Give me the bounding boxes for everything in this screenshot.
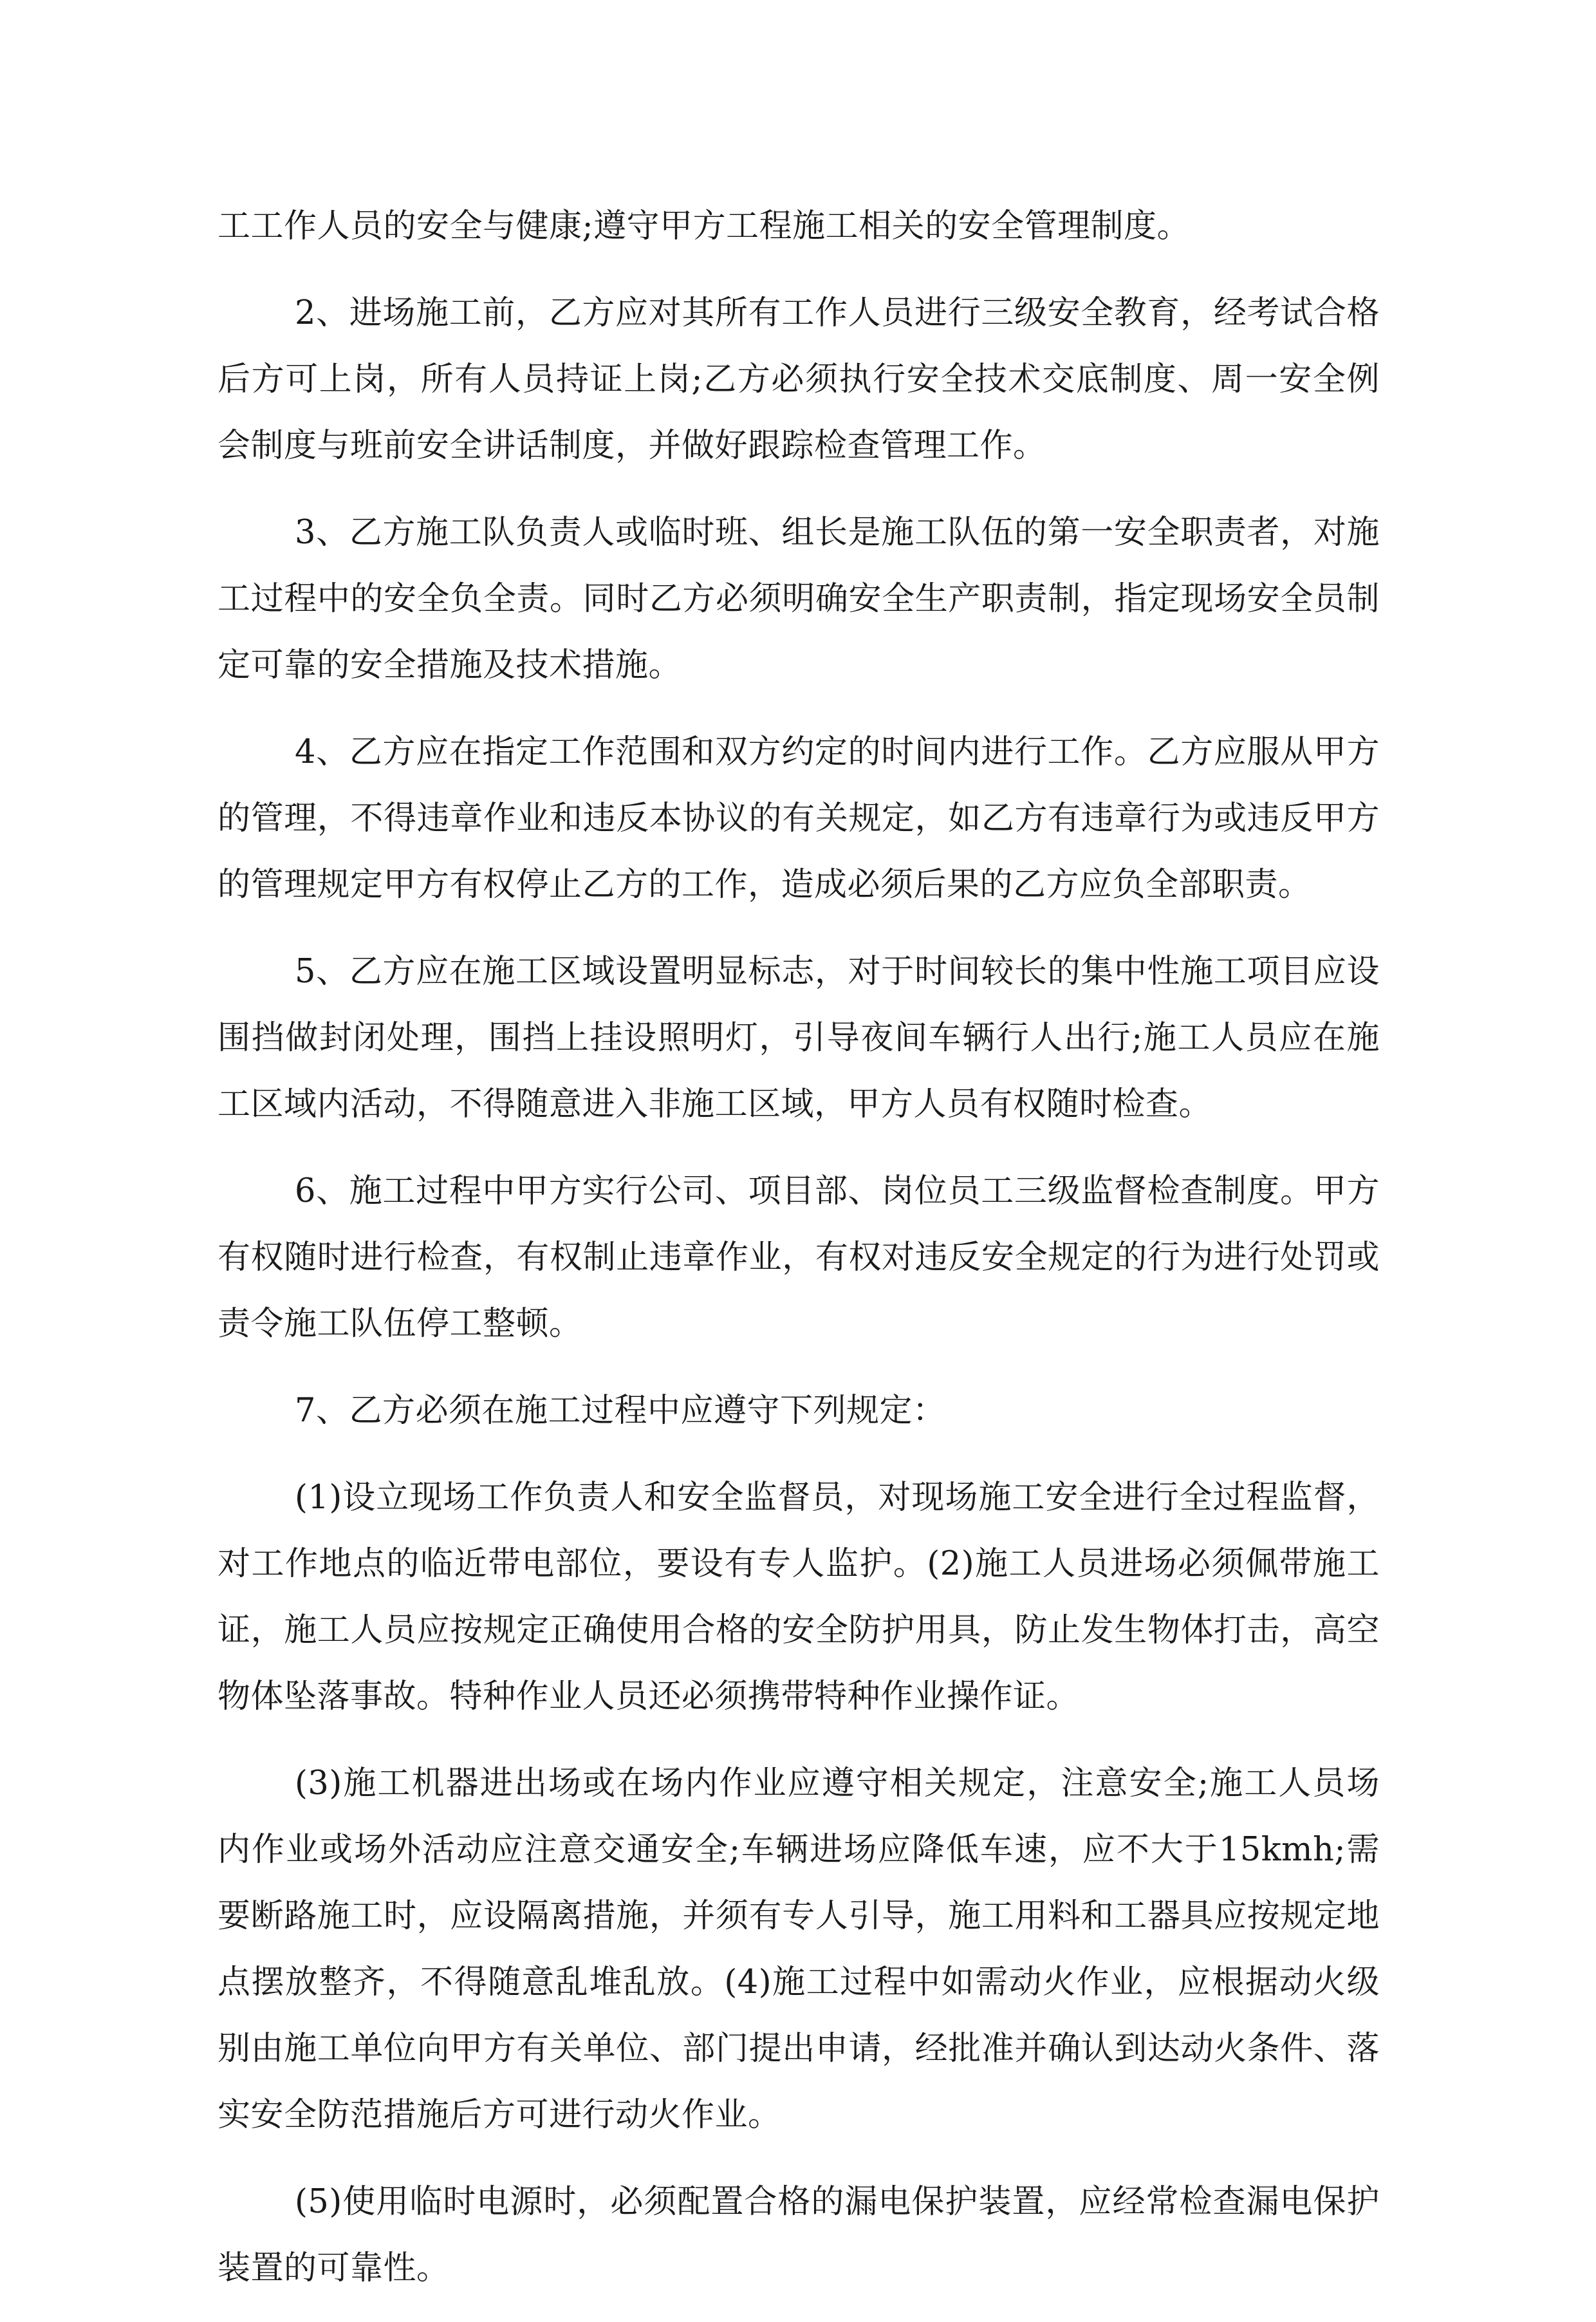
paragraph-subitem-5: (5)使用临时电源时，必须配置合格的漏电保护装置，应经常检查漏电保护装置的可靠性。 xyxy=(218,2183,1380,2287)
document-body xyxy=(218,193,1380,2322)
paragraph-subitem-3-4: (3)施工机器进出场或在场内作业应遵守相关规定，注意安全;施工人员场内作业或场外活动应注意交通安全;车辆进场应降低车速，应不大于15kmh;需要断路施工时，应设隔离措施，并须有专人引导，施工用料和工器具应按规定地点摆放整齐，不得随意乱堆乱放。(4)施工过程中如需动火作业，应根据动火级别由施工单位向甲方有关单位、部门提出申请，经批准并确认到达动火条件、落实安全防范措施后方可进行动火作业。 xyxy=(218,1765,1380,2134)
paragraph-item-7: 7、乙方必须在施工过程中应遵守下列规定： xyxy=(295,1392,946,1430)
paragraph-item-4: 4、乙方应在指定工作范围和双方约定的时间内进行工作。乙方应服从甲方的管理，不得违章作业和违反本协议的有关规定，如乙方有违章行为或违反甲方的管理规定甲方有权停止乙方的工作，造成必须后果的乙方应负全部职责。 xyxy=(218,733,1380,904)
paragraph-item-2: 2、进场施工前，乙方应对其所有工作人员进行三级安全教育，经考试合格后方可上岗，所有人员持证上岗;乙方必须执行安全技术交底制度、周一安全例会制度与班前安全讲话制度，并做好跟踪检查管理工作。 xyxy=(218,294,1380,465)
paragraph-continuation: 工工作人员的安全与健康;遵守甲方工程施工相关的安全管理制度。 xyxy=(218,207,1191,245)
paragraph-item-3: 3、乙方施工队负责人或临时班、组长是施工队伍的第一安全职责者，对施工过程中的安全负全责。同时乙方必须明确安全生产职责制，指定现场安全员制定可靠的安全措施及技术措施。 xyxy=(218,514,1380,684)
paragraph-item-5: 5、乙方应在施工区域设置明显标志，对于时间较长的集中性施工项目应设围挡做封闭处理，围挡上挂设照明灯，引导夜间车辆行人出行;施工人员应在施工区域内活动，不得随意进入非施工区域，甲方人员有权随时检查。 xyxy=(218,953,1380,1123)
paragraph-item-6: 6、施工过程中甲方实行公司、项目部、岗位员工三级监督检查制度。甲方有权随时进行检查，有权制止违章作业，有权对违反安全规定的行为进行处罚或责令施工队伍停工整顿。 xyxy=(218,1172,1380,1343)
paragraph-subitem-1-2: (1)设立现场工作负责人和安全监督员，对现场施工安全进行全过程监督，对工作地点的临近带电部位，要设有专人监护。(2)施工人员进场必须佩带施工证，施工人员应按规定正确使用合格的安全防护用具，防止发生物体打击，高空物体坠落事故。特种作业人员还必须携带特种作业操作证。 xyxy=(218,1479,1380,1716)
